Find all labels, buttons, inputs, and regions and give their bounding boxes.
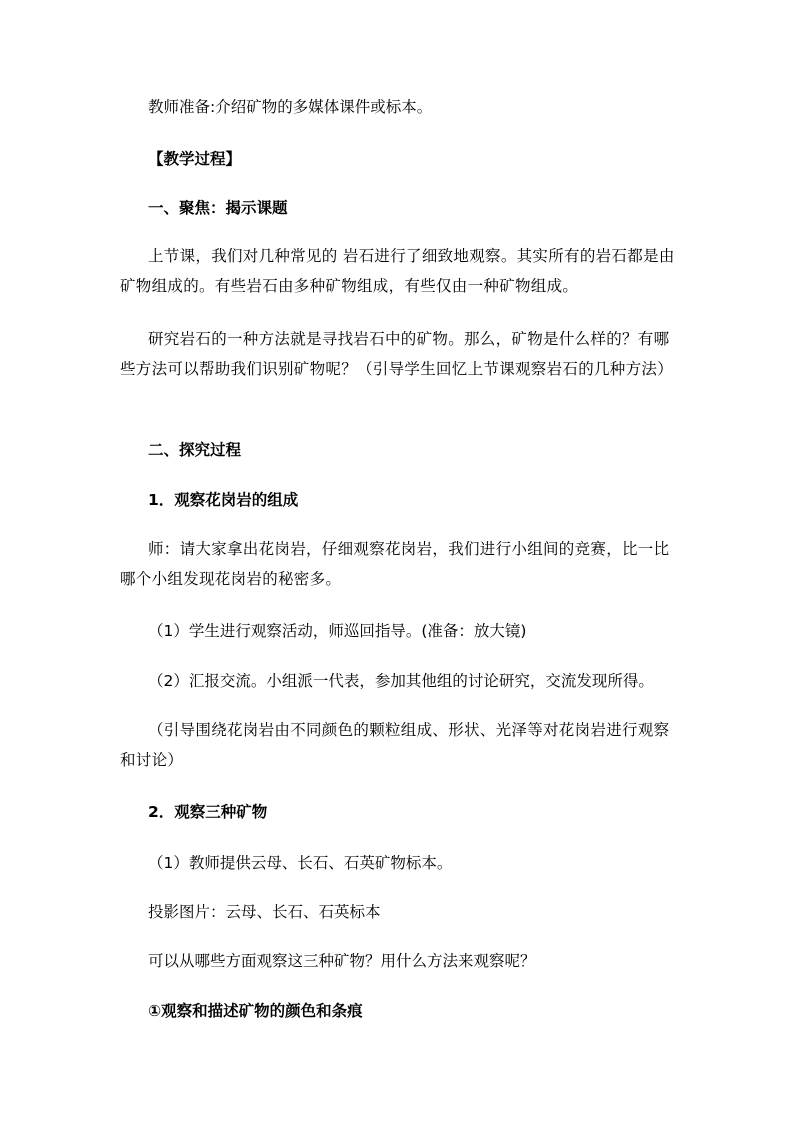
teacher-prep-text: 教师准备:介绍矿物的多媒体课件或标本。 bbox=[148, 98, 433, 116]
intro-paragraph: 上节课，我们对几种常见的 岩石进行了细致地观察。其实所有的岩石都是由矿物组成的。有些岩石由多种矿物组成，有些仅由一种矿物组成。 bbox=[120, 247, 675, 295]
question-text: 可以从哪些方面观察这三种矿物？用什么方法来观察呢？ bbox=[148, 952, 536, 970]
method-paragraph: 研究岩石的一种方法就是寻找岩石中的矿物。那么，矿物是什么样的？有哪些方法可以帮助我们识别矿物呢？（引导学生回忆上节课观察岩石的几种方法） bbox=[120, 330, 674, 378]
sub3-heading: ①观察和描述矿物的颜色和条痕 bbox=[148, 1002, 363, 1020]
teacher-paragraph: 师：请大家拿出花岗岩，仔细观察花岗岩，我们进行小组间的竞赛，比一比哪个小组发现花岗岩的秘密多。 bbox=[120, 540, 670, 588]
section2-heading: 二、探究过程 bbox=[148, 441, 242, 459]
sub2-heading: 2．观察三种矿物 bbox=[148, 803, 268, 821]
projection-text: 投影图片：云母、长石、石英标本 bbox=[148, 903, 381, 921]
step3-text: （1）教师提供云母、长石、石英矿物标本。 bbox=[148, 854, 453, 872]
section1-heading: 一、聚焦：揭示课题 bbox=[148, 199, 288, 217]
step2-text: （2）汇报交流。小组派一代表，参加其他组的讨论研究，交流发现所得。 bbox=[148, 672, 654, 690]
step1-text: （1）学生进行观察活动，师巡回指导。(准备：放大镜) bbox=[148, 622, 527, 640]
guide-paragraph: （引导围绕花岗岩由不同颜色的颗粒组成、形状、光泽等对花岗岩进行观察和讨论） bbox=[120, 721, 670, 769]
process-heading: 【教学过程】 bbox=[148, 150, 242, 168]
sub1-heading: 1．观察花岗岩的组成 bbox=[148, 491, 299, 509]
